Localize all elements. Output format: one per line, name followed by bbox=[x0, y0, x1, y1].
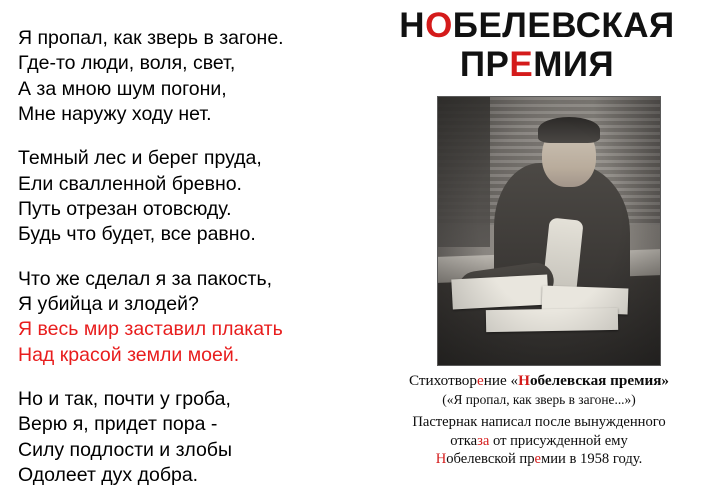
title-line-2-part-1: ПР bbox=[459, 45, 510, 85]
caption-line-1-part-2: ние « bbox=[483, 372, 519, 389]
photo-image bbox=[438, 97, 660, 365]
caption-line-1-highlight-1: е bbox=[476, 372, 484, 389]
poem-line: Ели свалленной бревно. bbox=[18, 172, 242, 195]
poem-line: Одолеет дух добра. bbox=[18, 464, 199, 487]
caption-line-4-highlight: за bbox=[477, 432, 490, 449]
poem-line-highlighted: Над красой земли моей. bbox=[18, 343, 240, 366]
caption-line-5-highlight-1: Н bbox=[435, 450, 447, 467]
title-line-1-part-1: Н bbox=[399, 6, 426, 45]
poem-line-highlighted: Я весь мир заставил плакать bbox=[18, 318, 283, 341]
caption-line-4-part-1: отка bbox=[450, 432, 478, 449]
poem-stanza bbox=[18, 267, 370, 368]
caption-line-4 bbox=[372, 432, 706, 450]
title-line-2-part-2: МИЯ bbox=[533, 45, 615, 85]
poem-line: Силу подлости и злобы bbox=[18, 438, 232, 461]
photo-caption bbox=[372, 372, 706, 468]
portrait-photo bbox=[437, 96, 661, 366]
caption-line-1-highlight-2: Н bbox=[518, 372, 530, 389]
caption-line-3: Пастернак написал после вынужденного bbox=[412, 414, 666, 431]
poem-stanza bbox=[18, 387, 370, 488]
caption-line-4-part-2: от присужденной ему bbox=[489, 432, 628, 449]
poem-line: Я убийца и злодей? bbox=[18, 293, 199, 316]
caption-line-5-highlight-2: е bbox=[534, 450, 541, 467]
poem-line: Я пропал, как зверь в загоне. bbox=[18, 27, 284, 49]
caption-line-5-part-1: обелевской пр bbox=[446, 450, 535, 467]
caption-line-5 bbox=[372, 450, 706, 468]
title-line-1 bbox=[368, 6, 706, 45]
poem-text bbox=[18, 26, 370, 489]
caption-line-1 bbox=[372, 372, 706, 391]
caption-line-2: («Я пропал, как зверь в загоне...») bbox=[442, 391, 636, 407]
caption-line-1-part-3: обелевская премия» bbox=[529, 372, 670, 389]
poem-line: Верю я, придет пора - bbox=[18, 413, 218, 436]
poem-line: Где-то люди, воля, свет, bbox=[18, 52, 236, 75]
poem-line: Путь отрезан отовсюду. bbox=[18, 198, 232, 221]
poem-line: Темный лес и берег пруда, bbox=[18, 147, 262, 170]
poem-line: Что же сделал я за пакость, bbox=[18, 267, 273, 290]
title-line-2 bbox=[368, 45, 706, 84]
title-line-2-highlight: Е bbox=[509, 45, 534, 85]
poem-stanza bbox=[18, 26, 370, 127]
poem-line: Будь что будет, все равно. bbox=[18, 223, 256, 246]
title-line-1-part-2: БЕЛЕВСКАЯ bbox=[452, 6, 675, 45]
poem-line: Мне наружу ходу нет. bbox=[18, 103, 212, 126]
caption-line-1-part-1: Стихотвор bbox=[408, 372, 477, 389]
photo-vignette bbox=[438, 97, 660, 365]
poem-line: Но и так, почти у гроба, bbox=[18, 388, 231, 411]
poem-stanza bbox=[18, 146, 370, 247]
poem-line: А за мною шум погони, bbox=[18, 77, 227, 100]
caption-line-5-part-2: мии в 1958 году. bbox=[541, 450, 643, 467]
page-title bbox=[368, 6, 706, 84]
title-line-1-highlight: О bbox=[425, 6, 453, 45]
